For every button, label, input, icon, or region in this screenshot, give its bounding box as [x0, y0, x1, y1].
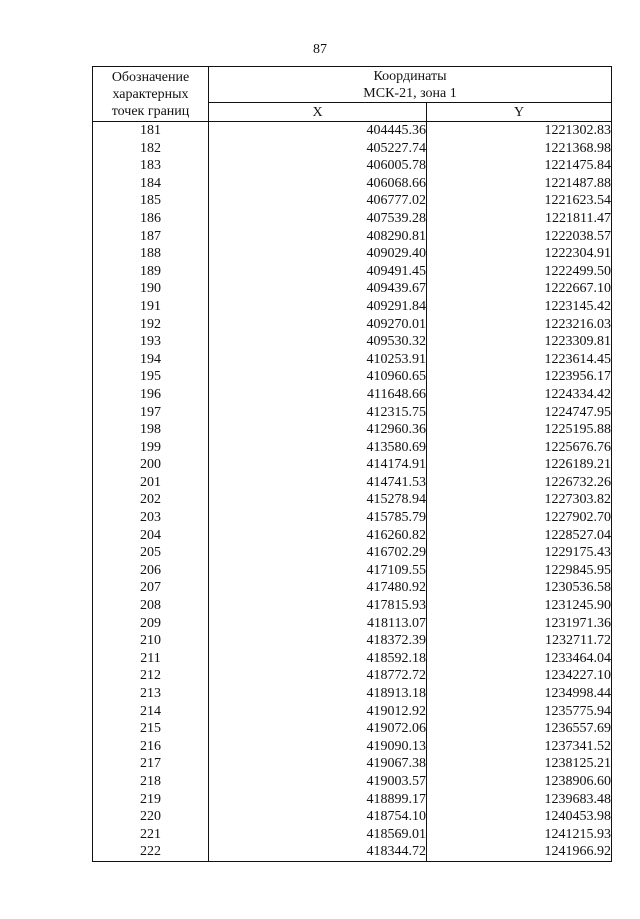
y-coordinate-cell: 1228527.04	[427, 527, 612, 545]
point-number-cell: 218	[93, 773, 209, 791]
table-row	[93, 808, 612, 826]
y-coordinate-cell: 1221811.47	[427, 210, 612, 228]
table-row	[93, 703, 612, 721]
coordinates-header	[209, 67, 612, 103]
x-coordinate-cell: 418772.72	[209, 667, 427, 685]
y-coordinate-cell: 1238906.60	[427, 773, 612, 791]
y-coordinate-cell: 1233464.04	[427, 650, 612, 668]
x-coordinate-cell: 419072.06	[209, 720, 427, 738]
x-coordinate-cell: 417109.55	[209, 562, 427, 580]
y-coordinate-cell: 1222499.50	[427, 263, 612, 281]
y-column-header: Y	[427, 103, 612, 122]
table-row	[93, 280, 612, 298]
table-row	[93, 192, 612, 210]
point-number-cell: 201	[93, 474, 209, 492]
y-coordinate-cell: 1226189.21	[427, 456, 612, 474]
y-coordinate-cell: 1223309.81	[427, 333, 612, 351]
table-row	[93, 509, 612, 527]
point-number-cell: 196	[93, 386, 209, 404]
point-number-cell: 219	[93, 791, 209, 809]
y-coordinate-cell: 1225676.76	[427, 439, 612, 457]
y-coordinate-cell: 1222304.91	[427, 245, 612, 263]
coordinates-header-line: МСК-21, зона 1	[363, 85, 457, 101]
table-row	[93, 843, 612, 861]
table-row	[93, 245, 612, 263]
table-row	[93, 474, 612, 492]
table-row	[93, 544, 612, 562]
table-row	[93, 140, 612, 158]
x-coordinate-cell: 415785.79	[209, 509, 427, 527]
page-number: 87	[313, 42, 327, 57]
x-coordinate-cell: 409291.84	[209, 298, 427, 316]
coordinates-header-line: Координаты	[373, 68, 447, 84]
table-row	[93, 562, 612, 580]
point-number-cell: 199	[93, 439, 209, 457]
x-coordinate-cell: 418113.07	[209, 615, 427, 633]
table-row	[93, 579, 612, 597]
y-coordinate-cell: 1224747.95	[427, 404, 612, 422]
y-coordinate-cell: 1223145.42	[427, 298, 612, 316]
table-row	[93, 738, 612, 756]
y-coordinate-cell: 1226732.26	[427, 474, 612, 492]
table-row	[93, 298, 612, 316]
point-number-cell: 213	[93, 685, 209, 703]
y-coordinate-cell: 1224334.42	[427, 386, 612, 404]
y-coordinate-cell: 1229845.95	[427, 562, 612, 580]
x-coordinate-cell: 418344.72	[209, 843, 427, 861]
point-number-cell: 182	[93, 140, 209, 158]
point-label-header-line: характерных	[112, 86, 189, 102]
point-label-header	[93, 67, 209, 122]
y-coordinate-cell: 1225195.88	[427, 421, 612, 439]
point-number-cell: 189	[93, 263, 209, 281]
point-number-cell: 183	[93, 157, 209, 175]
x-coordinate-cell: 417480.92	[209, 579, 427, 597]
x-coordinate-cell: 409029.40	[209, 245, 427, 263]
y-coordinate-cell: 1240453.98	[427, 808, 612, 826]
point-label-header-line: Обозначение	[111, 69, 190, 85]
point-number-cell: 214	[93, 703, 209, 721]
x-coordinate-cell: 418592.18	[209, 650, 427, 668]
y-coordinate-cell: 1229175.43	[427, 544, 612, 562]
table-row	[93, 175, 612, 193]
point-number-cell: 205	[93, 544, 209, 562]
table-row	[93, 263, 612, 281]
table-row	[93, 421, 612, 439]
x-coordinate-cell: 416260.82	[209, 527, 427, 545]
point-number-cell: 188	[93, 245, 209, 263]
point-number-cell: 204	[93, 527, 209, 545]
x-coordinate-cell: 418569.01	[209, 826, 427, 844]
point-number-cell: 185	[93, 192, 209, 210]
y-coordinate-cell: 1227902.70	[427, 509, 612, 527]
y-coordinate-cell: 1221368.98	[427, 140, 612, 158]
y-coordinate-cell: 1239683.48	[427, 791, 612, 809]
x-coordinate-cell: 406068.66	[209, 175, 427, 193]
x-coordinate-cell: 418372.39	[209, 632, 427, 650]
table-row	[93, 826, 612, 844]
point-number-cell: 215	[93, 720, 209, 738]
y-coordinate-cell: 1223614.45	[427, 351, 612, 369]
point-number-cell: 212	[93, 667, 209, 685]
table-row	[93, 351, 612, 369]
x-coordinate-cell: 412960.36	[209, 421, 427, 439]
table-row	[93, 210, 612, 228]
point-number-cell: 202	[93, 491, 209, 509]
y-coordinate-cell: 1230536.58	[427, 579, 612, 597]
table-body	[93, 122, 612, 862]
x-coordinate-cell: 411648.66	[209, 386, 427, 404]
point-number-cell: 193	[93, 333, 209, 351]
table-row	[93, 632, 612, 650]
point-number-cell: 207	[93, 579, 209, 597]
table-row	[93, 439, 612, 457]
x-coordinate-cell: 418899.17	[209, 791, 427, 809]
table-row	[93, 368, 612, 386]
point-label-header-line: точек границ	[111, 103, 190, 119]
y-coordinate-cell: 1236557.69	[427, 720, 612, 738]
x-coordinate-cell: 410253.91	[209, 351, 427, 369]
y-coordinate-cell: 1223216.03	[427, 316, 612, 334]
x-coordinate-cell: 406005.78	[209, 157, 427, 175]
x-coordinate-cell: 414741.53	[209, 474, 427, 492]
point-number-cell: 221	[93, 826, 209, 844]
y-coordinate-cell: 1222667.10	[427, 280, 612, 298]
table-row	[93, 527, 612, 545]
x-coordinate-cell: 408290.81	[209, 228, 427, 246]
table-row	[93, 157, 612, 175]
table-row	[93, 228, 612, 246]
table-row	[93, 597, 612, 615]
x-coordinate-cell: 415278.94	[209, 491, 427, 509]
table-row	[93, 316, 612, 334]
y-coordinate-cell: 1223956.17	[427, 368, 612, 386]
x-coordinate-cell: 413580.69	[209, 439, 427, 457]
table-row	[93, 386, 612, 404]
point-number-cell: 216	[93, 738, 209, 756]
table-row	[93, 755, 612, 773]
point-number-cell: 198	[93, 421, 209, 439]
table-row	[93, 491, 612, 509]
table-header	[93, 67, 612, 122]
point-number-cell: 210	[93, 632, 209, 650]
point-number-cell: 203	[93, 509, 209, 527]
point-number-cell: 211	[93, 650, 209, 668]
point-number-cell: 200	[93, 456, 209, 474]
point-number-cell: 197	[93, 404, 209, 422]
x-coordinate-cell: 418754.10	[209, 808, 427, 826]
table-row	[93, 122, 612, 140]
y-coordinate-cell: 1241215.93	[427, 826, 612, 844]
x-coordinate-cell: 419067.38	[209, 755, 427, 773]
y-coordinate-cell: 1237341.52	[427, 738, 612, 756]
y-coordinate-cell: 1235775.94	[427, 703, 612, 721]
point-number-cell: 187	[93, 228, 209, 246]
x-coordinate-cell: 409439.67	[209, 280, 427, 298]
y-coordinate-cell: 1238125.21	[427, 755, 612, 773]
table-row	[93, 773, 612, 791]
x-coordinate-cell: 409270.01	[209, 316, 427, 334]
y-coordinate-cell: 1232711.72	[427, 632, 612, 650]
table-row	[93, 720, 612, 738]
y-coordinate-cell: 1221623.54	[427, 192, 612, 210]
y-coordinate-cell: 1221487.88	[427, 175, 612, 193]
point-number-cell: 220	[93, 808, 209, 826]
point-number-cell: 195	[93, 368, 209, 386]
y-coordinate-cell: 1241966.92	[427, 843, 612, 861]
x-coordinate-cell: 416702.29	[209, 544, 427, 562]
y-coordinate-cell: 1231245.90	[427, 597, 612, 615]
x-coordinate-cell: 418913.18	[209, 685, 427, 703]
point-number-cell: 222	[93, 843, 209, 861]
point-number-cell: 190	[93, 280, 209, 298]
x-coordinate-cell: 419090.13	[209, 738, 427, 756]
x-coordinate-cell: 409491.45	[209, 263, 427, 281]
point-number-cell: 208	[93, 597, 209, 615]
y-coordinate-cell: 1221302.83	[427, 122, 612, 140]
table-row	[93, 685, 612, 703]
x-coordinate-cell: 419003.57	[209, 773, 427, 791]
y-coordinate-cell: 1231971.36	[427, 615, 612, 633]
point-number-cell: 192	[93, 316, 209, 334]
y-coordinate-cell: 1234227.10	[427, 667, 612, 685]
x-coordinate-cell: 404445.36	[209, 122, 427, 140]
y-coordinate-cell: 1234998.44	[427, 685, 612, 703]
table-row	[93, 667, 612, 685]
x-coordinate-cell: 412315.75	[209, 404, 427, 422]
y-coordinate-cell: 1222038.57	[427, 228, 612, 246]
table-row	[93, 791, 612, 809]
table-row	[93, 615, 612, 633]
point-number-cell: 217	[93, 755, 209, 773]
table-row	[93, 404, 612, 422]
point-number-cell: 181	[93, 122, 209, 140]
point-number-cell: 194	[93, 351, 209, 369]
x-coordinate-cell: 409530.32	[209, 333, 427, 351]
y-coordinate-cell: 1221475.84	[427, 157, 612, 175]
point-number-cell: 186	[93, 210, 209, 228]
x-coordinate-cell: 410960.65	[209, 368, 427, 386]
table-row	[93, 333, 612, 351]
x-column-header: X	[209, 103, 427, 122]
point-number-cell: 191	[93, 298, 209, 316]
x-coordinate-cell: 419012.92	[209, 703, 427, 721]
y-coordinate-cell: 1227303.82	[427, 491, 612, 509]
point-number-cell: 209	[93, 615, 209, 633]
x-coordinate-cell: 405227.74	[209, 140, 427, 158]
x-coordinate-cell: 407539.28	[209, 210, 427, 228]
x-coordinate-cell: 406777.02	[209, 192, 427, 210]
x-coordinate-cell: 414174.91	[209, 456, 427, 474]
point-number-cell: 184	[93, 175, 209, 193]
x-coordinate-cell: 417815.93	[209, 597, 427, 615]
table-row	[93, 650, 612, 668]
point-number-cell: 206	[93, 562, 209, 580]
coordinates-table	[92, 66, 612, 862]
table-row	[93, 456, 612, 474]
